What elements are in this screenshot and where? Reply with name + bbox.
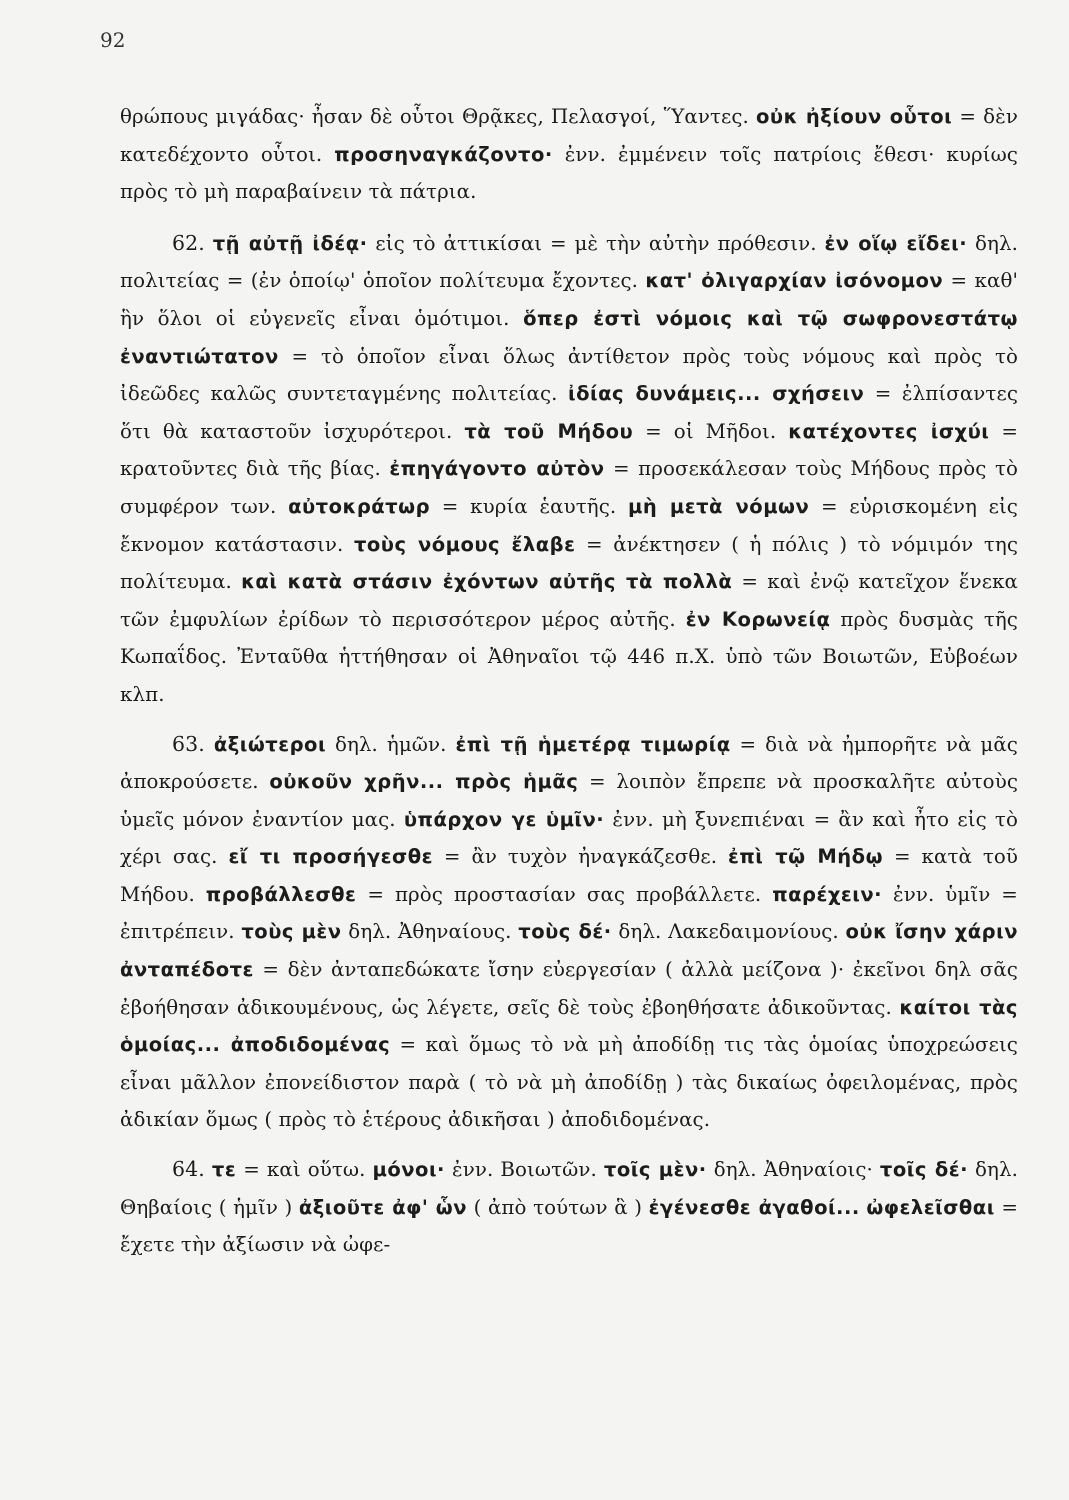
commentary-text: δηλ. Λακεδαιμονίους. [611, 920, 846, 944]
commentary-text: δηλ. Ἀθηναίοις· [706, 1158, 880, 1182]
commentary-text: πρὸς δυσμὰς τῆς Κωπαΐδος. Ἐνταῦθα ἡττήθησαν οἱ Ἀθηναῖοι τῷ 446 π.Χ. ὑπὸ τῶν Βοιωτῶν, Εὐβοέων κλπ. [120, 607, 1018, 706]
commentary-text: εἰς τὸ ἀττικίσαι = μὲ τὴν αὐτὴν πρόθεσιν. [367, 231, 825, 255]
lemma-term: κατέχοντες ἰσχύι [788, 419, 990, 443]
commentary-text: = εὑρισκομένη εἰς ἔκνομον κατάστασιν. [120, 494, 1018, 556]
commentary-text: = ἔχετε τὴν ἀξίωσιν νὰ ὠφε- [120, 1195, 1019, 1257]
lemma-term: τοὺς δέ· [518, 920, 612, 944]
commentary-text: = καὶ ὅμως τὸ νὰ μὴ ἀποδίδῃ τις τὰς ὁμοίας ὑποχρεώσεις εἶναι μᾶλλον ἐπονείδιστον παρὰ ( τὸ νὰ μὴ ἀποδίδῃ ) τὰς δικαίως ὀφειλομένας, πρὸς ἀδικίαν ὅμως ( πρὸς τὸ ἑτέρους ἀδικῆσαι ) ἀποδιδομένας. [120, 1033, 1018, 1132]
lemma-term: ἐπὶ τῇ ἡμετέρᾳ τιμωρίᾳ [455, 732, 731, 756]
lemma-term: ὅπερ ἐστὶ νόμοις καὶ τῷ σωφρονεστάτῳ ἐναντιώτατον [120, 306, 1018, 368]
lemma-term: παρέχειν· [772, 882, 883, 906]
commentary-text: = κατὰ τοῦ Μήδου. [120, 845, 1019, 906]
lemma-term: μὴ μετὰ νόμων [628, 494, 810, 518]
paragraph-62 [120, 225, 1018, 714]
lemma-term: τε [211, 1158, 237, 1182]
commentary-text: = τὸ ὁποῖον εἶναι ὅλως ἀντίθετον πρὸς τοὺς νόμους καὶ πρὸς τὸ ἰδεῶδες καλῶς συντεταγμένης πολιτείας. [120, 344, 1018, 406]
lemma-term: καίτοι τὰς ὁμοίας... ἀποδιδομένας [120, 995, 1018, 1057]
commentary-text: = καὶ οὕτω. [236, 1158, 373, 1182]
lemma-term: τοὺς μὲν [241, 920, 342, 944]
lemma-term: ἐν Κορωνείᾳ [685, 607, 831, 631]
commentary-text: = πρὸς προστασίαν σας προβάλλετε. [356, 882, 773, 906]
lemma-term: ὠφελεῖσθαι [866, 1195, 995, 1219]
lemma-term: ἐπηγάγοντο αὐτὸν [389, 457, 605, 481]
lemma-term: τοῖς δέ· [879, 1158, 968, 1182]
lemma-term: οὐκ ἴσην χάριν ἀνταπέδοτε [120, 920, 1018, 982]
paragraph-number: 64. [172, 1157, 205, 1182]
lemma-term: ἀξιοῦτε ἀφ' ὧν [298, 1195, 468, 1219]
commentary-text: δηλ. ἡμῶν. [326, 732, 456, 756]
commentary-text: = ἐλπίσαντες ὅτι θὰ καταστοῦν ἰσχυρότεροι. [120, 382, 1018, 443]
paragraph-number: 62. [172, 230, 205, 255]
lemma-term: τῇ αὐτῇ ἰδέᾳ· [212, 231, 368, 255]
lemma-term: ἀξιώτεροι [213, 732, 327, 756]
commentary-text: = καθ' ἣν ὅλοι οἱ εὐγενεῖς εἶναι ὁμότιμοι. [120, 269, 1018, 330]
commentary-text: = δὲν κατεδέχοντο οὗτοι. [120, 105, 1018, 166]
lemma-term: καὶ κατὰ στάσιν ἐχόντων αὐτῆς τὰ πολλὰ [241, 570, 733, 594]
paragraph-63 [120, 726, 1018, 1140]
lemma-term: ἐγένεσθε ἀγαθοί... [648, 1195, 860, 1219]
commentary-text: = δὲν ἀνταπεδώκατε ἴσην εὐεργεσίαν ( ἀλλὰ μείζονα )· ἐκεῖνοι δηλ σᾶς ἐβοήθησαν ἀδικουμένους, ὡς λέγετε, σεῖς δὲ τοὺς ἐβοηθήσατε ἀδικοῦντας. [120, 958, 1018, 1019]
commentary-text: ( ἀπὸ τούτων ἃ ) [467, 1195, 649, 1219]
commentary-text: ἐνν. ἐμμένειν τοῖς πατρίοις ἔθεσι· κυρίως πρὸς τὸ μὴ παραβαίνειν τὰ πάτρια. [120, 142, 1018, 204]
commentary-text: θρώπους μιγάδας· ἦσαν δὲ οὗτοι Θρᾷκες, Πελασγοί, Ὕαντες. [120, 105, 756, 128]
page-number: 92 [100, 28, 126, 52]
commentary-text: δηλ. Θηβαίοις ( ἡμῖν ) [120, 1158, 1018, 1219]
commentary-text: = προσεκάλεσαν τοὺς Μήδους πρὸς τὸ συμφέρον των. [120, 457, 1018, 518]
lemma-term: τὰ τοῦ Μήδου [464, 419, 634, 443]
commentary-text: ἐνν. ὑμῖν = ἐπιτρέπειν. [120, 882, 1018, 944]
lemma-term: οὐκοῦν χρῆν... πρὸς ἡμᾶς [269, 770, 579, 794]
commentary-text: ἐνν. μὴ ξυνεπιέναι = ἂν καὶ ἦτο εἰς τὸ χέρι σας. [120, 807, 1018, 869]
lemma-term: ἰδίας δυνάμεις... σχήσειν [568, 382, 865, 406]
lemma-term: οὐκ ἠξίουν οὗτοι [756, 105, 953, 128]
commentary-text: δηλ. πολιτείας = (ἐν ὁποίῳ' ὁποῖον πολίτευμα ἔχοντες. [120, 231, 1019, 293]
commentary-text: = διὰ νὰ ἠμπορῆτε νὰ μᾶς ἀποκρούσετε. [120, 732, 1018, 794]
lemma-term: εἴ τι προσήγεσθε [228, 845, 433, 869]
lemma-term: αὐτοκράτωρ [288, 494, 431, 518]
paragraph-continuation [120, 98, 1018, 211]
commentary-text: = ἂν τυχὸν ἠναγκάζεσθε. [432, 845, 729, 869]
lemma-term: προβάλλεσθε [205, 882, 357, 906]
commentary-text: δηλ. Ἀθηναίους. [341, 920, 519, 944]
body-text [120, 98, 1018, 1264]
commentary-text: = κρατοῦντες διὰ τῆς βίας. [120, 419, 1018, 481]
lemma-term: κατ' ὀλιγαρχίαν ἰσόνομον [645, 269, 944, 293]
lemma-term: ὑπάρχον γε ὑμῖν· [403, 807, 605, 831]
lemma-term: ἐν οἵῳ εἴδει· [824, 231, 968, 255]
lemma-term: προσηναγκάζοντο· [334, 142, 553, 166]
lemma-term: τοῖς μὲν· [603, 1158, 707, 1182]
commentary-text: = καὶ ἐνῷ κατεῖχον ἕνεκα τῶν ἐμφυλίων ἐρίδων τὸ περισσότερον μέρος αὐτῆς. [120, 570, 1018, 631]
lemma-term: μόνοι· [372, 1158, 445, 1182]
commentary-text: = οἱ Μῆδοι. [633, 419, 789, 443]
commentary-text: ἐνν. Βοιωτῶν. [444, 1158, 604, 1182]
commentary-text: = λοιπὸν ἔπρεπε νὰ προσκαλῆτε αὐτοὺς ὑμεῖς μόνον ἐναντίον μας. [120, 770, 1018, 831]
lemma-term: τοὺς νόμους ἔλαβε [353, 532, 576, 556]
commentary-text: = ἀνέκτησεν ( ἡ πόλις ) τὸ νόμιμόν της πολίτευμα. [120, 532, 1019, 594]
paragraph-64 [120, 1151, 1018, 1264]
commentary-text: = κυρία ἑαυτῆς. [430, 494, 629, 518]
lemma-term: ἐπὶ τῷ Μήδῳ [728, 845, 884, 869]
paragraph-number: 63. [172, 731, 205, 756]
